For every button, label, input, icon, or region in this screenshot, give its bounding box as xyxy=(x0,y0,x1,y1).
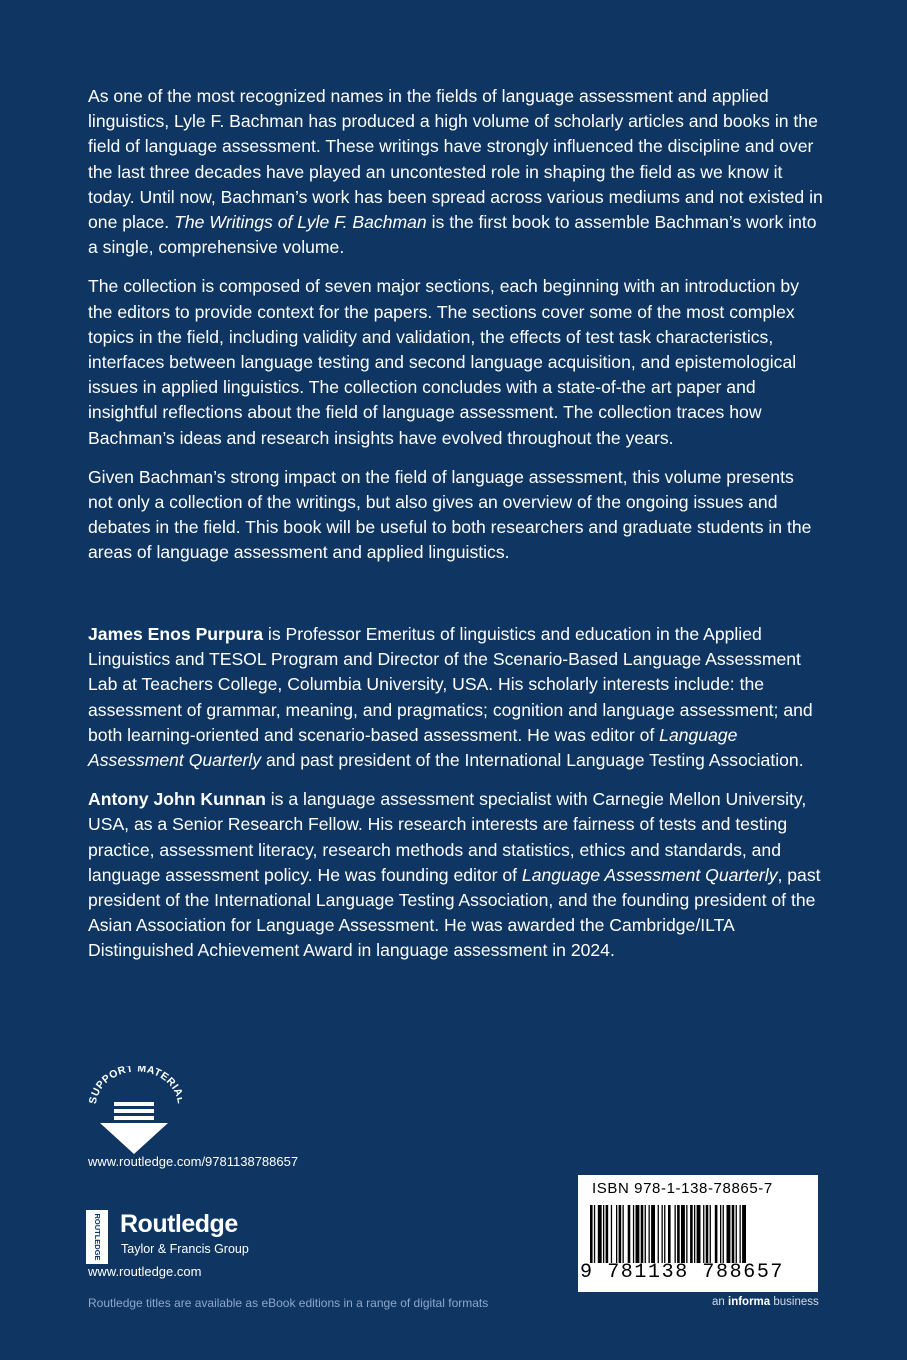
barcode-bar xyxy=(603,1205,604,1263)
isbn-barcode xyxy=(578,1175,818,1292)
barcode-bar xyxy=(727,1205,731,1263)
informa-suffix: business xyxy=(770,1296,819,1308)
barcode-bar xyxy=(611,1205,612,1263)
book-description xyxy=(88,84,823,580)
description-paragraph-1 xyxy=(88,84,823,260)
barcode-bar xyxy=(636,1205,640,1263)
barcode-bar xyxy=(686,1205,687,1263)
barcode-bar xyxy=(732,1205,735,1263)
book-url-link[interactable]: www.routledge.com/9781138788657 xyxy=(88,1154,299,1169)
barcode-bar xyxy=(651,1205,655,1263)
barcode-bar xyxy=(658,1205,659,1263)
editor-bios xyxy=(88,622,823,978)
barcode-bar xyxy=(594,1205,595,1263)
barcode-bar xyxy=(736,1205,737,1263)
support-material-icon xyxy=(86,1066,182,1158)
barcode-bar xyxy=(677,1205,680,1263)
barcode-digits: 9 781138 788657 xyxy=(580,1261,785,1284)
barcode-bar xyxy=(694,1205,695,1263)
barcode-bar xyxy=(606,1205,609,1263)
barcode-bar xyxy=(619,1205,622,1263)
barcode-bar xyxy=(641,1205,644,1263)
bio-kunnan xyxy=(88,787,823,963)
isbn-number: ISBN 978-1-138-78865-7 xyxy=(592,1180,773,1197)
editor-name: James Enos Purpura xyxy=(88,624,264,644)
description-paragraph-3: Given Bachman’s strong impact on the field of language assessment, this volume presents not only a collection of the writings, but also gives an overview of the ongoing issues and debates in the field. This book will be useful to both researchers and graduate students in the areas of language assessment and applied linguistics. xyxy=(88,466,812,563)
publisher-url-link[interactable]: www.routledge.com xyxy=(88,1264,202,1279)
routledge-mark-icon xyxy=(86,1210,108,1264)
barcode-bar xyxy=(628,1205,631,1263)
support-material-label: SUPPORT MATERI xyxy=(86,1066,181,1105)
barcode-bar xyxy=(710,1205,711,1263)
barcode-bar xyxy=(723,1205,724,1263)
journal-title: Language Assessment Quarterly xyxy=(521,864,778,885)
barcode-bars xyxy=(590,1205,806,1263)
publisher-name: Routledge xyxy=(120,1210,238,1238)
informa-tagline xyxy=(712,1296,819,1308)
barcode-bar xyxy=(740,1205,741,1263)
barcode-bar xyxy=(675,1205,676,1263)
description-text: As one of the most recognized names in the fields of language assessment and applied linguistics, Lyle F. Bachman has produced a high volume of scholarly articles and books in the field of language assessment. These writings have strongly influenced the discipline and over the last three decades have played an uncontested role in shaping the field as we know it today. Until now, Bachman’s work has been spread across various mediums and not existed in one place. xyxy=(88,86,823,233)
barcode-bar xyxy=(590,1205,593,1263)
barcode-bar xyxy=(668,1205,671,1263)
routledge-logo xyxy=(86,1204,296,1264)
bio-purpura xyxy=(88,622,823,773)
editor-name: Antony John Kunnan xyxy=(88,789,266,810)
informa-prefix: an xyxy=(712,1296,728,1308)
barcode-bar xyxy=(598,1205,602,1263)
routledge-mark-text: ROUTLEDGE xyxy=(93,1213,103,1261)
barcode-bar xyxy=(681,1205,685,1263)
journal-title: Language Assessment Quarterly xyxy=(88,724,738,771)
ebook-note: Routledge titles are available as eBook editions in a range of digital formats xyxy=(88,1296,489,1310)
barcode-bar xyxy=(703,1205,704,1263)
bio-text: is a language assessment specialist with Carnegie Mellon University, USA, as a Senior Research Fellow. His research interests are fairness of tests and testing practice, assessment literacy, research methods and statistics, ethics and standards, and language assessment policy. He was founding editor of xyxy=(88,789,807,885)
description-paragraph-2: The collection is composed of seven major sections, each beginning with an introduction by the editors to provide context for the papers. The sections cover some of the most complex topics in the field, including validity and validation, the effects of test task characteristics, interfaces between language testing and second language acquisition, and epistemological issues in applied linguistics. The collection concludes with a state-of-the art paper and insightful reflections about the field of language assessment. The collection traces how Bachman’s ideas and research insights have evolved throughout the years. xyxy=(88,276,799,448)
barcode-bar xyxy=(633,1205,634,1263)
publisher-group: Taylor & Francis Group xyxy=(121,1242,249,1256)
barcode-bar xyxy=(664,1205,665,1263)
barcode-bar xyxy=(742,1205,746,1263)
book-title: The Writings of Lyle F. Bachman xyxy=(174,212,427,233)
barcode-bar xyxy=(720,1205,721,1263)
informa-brand: informa xyxy=(728,1296,771,1308)
description-text: is the first book to assemble Bachman’s work into a single, comprehensive volume. xyxy=(88,212,817,258)
barcode-bar xyxy=(623,1205,624,1263)
bio-text: , past president of the International Language Testing Association, and the founding president of the Asian Association for Language Assessment. He was awarded the Cambridge/ILTA Distinguished Achievement Award in language assessment in 2024. xyxy=(88,864,821,961)
barcode-bar xyxy=(690,1205,693,1263)
bio-text: is Professor Emeritus of linguistics and education in the Applied Linguistics and TESOL Program and Director of the Scenario-Based Language Assessment Lab at Teachers College, Columbia University, USA. His scholarly interests include: the assessment of grammar, meaning, and pragmatics; cognition and language assessment; and both learning-oriented and scenario-based assessment. He was editor of xyxy=(88,624,813,745)
barcode-bar xyxy=(697,1205,701,1263)
barcode-bar xyxy=(616,1205,617,1263)
barcode-bar xyxy=(649,1205,650,1263)
bio-text: and past president of the International Language Testing Association. xyxy=(261,750,804,771)
svg-text:SUPPORT MATERIAL xyxy=(87,1066,182,1105)
barcode-bar xyxy=(715,1205,718,1263)
barcode-bar xyxy=(645,1205,646,1263)
barcode-bar xyxy=(706,1205,709,1263)
barcode-bar xyxy=(662,1205,663,1263)
